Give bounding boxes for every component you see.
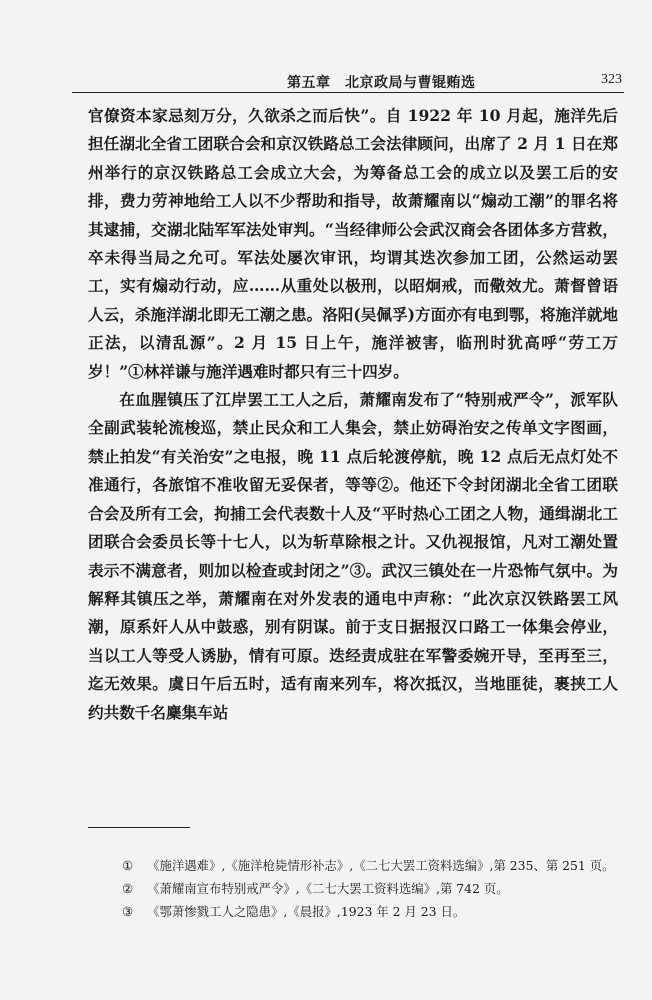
paragraph: 在血腥镇压了江岸罢工工人之后，萧耀南发布了“特别戒严令”，派军队全副武装轮流梭巡，禁止民众和工人集会，禁止妨碍治安之传单文字图画，禁止拍发“有关治安”之电报，晚 11 点后轮渡停航，晚 12 点后无点灯处不准通行，各旅馆不准收留无妥保者，等等②。他还下令封闭湖北全省工团联合会及所有工会，拘捕工会代表数十人及“平时热心工团之人物，通缉湖北工团联合会委员长等十七人，以为斩草除根之计。又仇视报馆，凡对工潮处置表示不满意者，则加以检查或封闭之”③。武汉三镇处在一片恐怖气氛中。为解释其镇压之举，萧耀南在对外发表的通电中声称：“此次京汉铁路罢工风潮，原系奸人从中鼓惑，别有阴谋。前于支日据报汉口路工一体集会停业，当以工人等受人诱胁，情有可原。迭经责成驻在军警委婉开导，至再至三，迄无效果。虞日午后五时，适有南来列车，将次抵汉，当地匪徒，裹挟工人约共数千名麇集车站: [88, 390, 618, 722]
page-number: 323: [601, 72, 622, 87]
footnote-text: 《鄂萧惨戮工人之隐患》,《晨报》,1923 年 2 月 23 日。: [147, 904, 466, 919]
footnote: [88, 879, 618, 899]
footnote-divider: [88, 827, 190, 828]
chapter-title: 第五章 北京政局与曹锟贿选: [287, 75, 476, 91]
footnote-mark: ③: [122, 904, 134, 919]
body-text: [88, 102, 618, 727]
footnote-mark: ①: [122, 858, 134, 873]
footnotes: [88, 856, 618, 925]
footnote: [88, 902, 618, 922]
footnote-text: 《施洋遇难》,《施洋枪毙情形补志》,《二七大罢工资料选编》,第 235、第 251 页。: [147, 858, 615, 873]
running-header: [72, 66, 624, 93]
footnote-text: 《萧耀南宣布特别戒严令》,《二七大罢工资料选编》,第 742 页。: [147, 881, 509, 896]
footnote-mark: ②: [122, 881, 134, 896]
footnote: [88, 856, 618, 876]
paragraph: 官僚资本家忌刻万分，久欲杀之而后快”。自 1922 年 10 月起，施洋先后担任湖北全省工团联合会和京汉铁路总工会法律顾问，出席了 2 月 1 日在郑州举行的京汉铁路总工会成立大会，为筹备总工会的成立以及罢工后的安排，费力劳神地给工人以不少帮助和指导，故萧耀南以“煽动工潮”的罪名将其逮捕，交湖北陆军军法处审判。“当经律师公会武汉商会各团体多方营救，卒未得当局之允可。军法处屡次审讯，均谓其迭次参加工团，公然运动罢工，实有煽动行动，应……从重处以极刑，以昭炯戒，而儆效尤。萧督曾语人云，杀施洋湖北即无工潮之患。洛阳(吴佩孚)方面亦有电到鄂，将施洋就地正法，以清乱源”。2 月 15 日上午，施洋被害，临刑时犹高呼“劳工万岁！”①林祥谦与施洋遇难时都只有三十四岁。: [88, 106, 618, 381]
